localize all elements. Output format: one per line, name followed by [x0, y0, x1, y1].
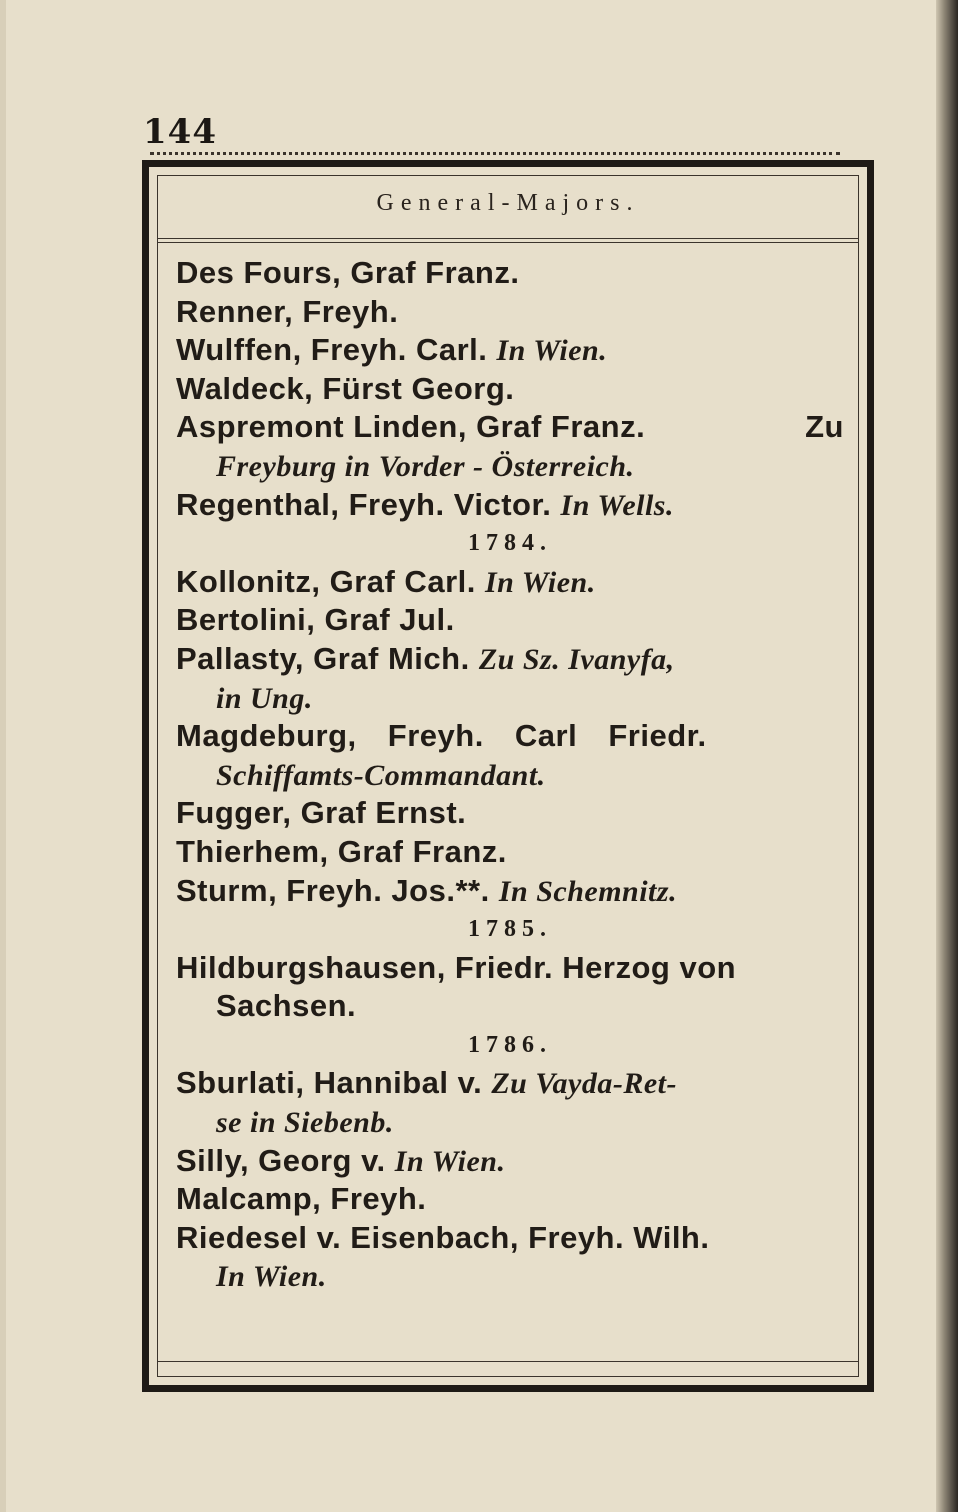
entry-note: In Wien.	[484, 565, 596, 599]
entry-line: Sturm, Freyh. Jos.**. In Schemnitz.	[176, 872, 678, 908]
entry-line: Regenthal, Freyh. Victor. In Wells.	[176, 486, 674, 522]
entry-line: Des Fours, Graf Franz.	[176, 255, 520, 290]
entry-line: Waldeck, Fürst Georg.	[176, 370, 515, 406]
year-heading: 1784.	[468, 530, 552, 557]
entry-line: Silly, Georg v. In Wien.	[176, 1142, 506, 1178]
bottom-rule	[158, 1361, 858, 1362]
entry-line: Bertolini, Graf Jul.	[176, 602, 455, 638]
entry-line: Wulffen, Freyh. Carl. In Wien.	[176, 332, 608, 368]
entry-note: In Wien.	[496, 334, 608, 368]
entry-note: In Schemnitz.	[498, 874, 678, 908]
entry-line: Magdeburg, Freyh. Carl Friedr.	[176, 718, 707, 754]
entry-continuation: In Wien.	[216, 1260, 327, 1294]
top-rule	[150, 152, 840, 155]
header-rule	[158, 242, 858, 243]
page-frame	[142, 160, 874, 1392]
entry-continuation: in Ung.	[216, 681, 313, 715]
entry-line: Aspremont Linden, Graf Franz. Zu	[176, 409, 844, 445]
entry-line: Kollonitz, Graf Carl. In Wien.	[176, 563, 596, 599]
entry-line: Thierhem, Graf Franz.	[176, 833, 507, 869]
frame-inner	[157, 175, 859, 1377]
page-edge-right	[936, 0, 958, 1512]
year-heading: 1786.	[468, 1031, 552, 1058]
page-number: 144	[143, 112, 217, 152]
entry-continuation: Freyburg in Vorder - Österreich.	[216, 449, 635, 483]
entry-note: In Wien.	[394, 1144, 506, 1178]
entry-continuation: Schiffamts-Commandant.	[216, 758, 546, 792]
entry-note: Zu Vayda-Ret-	[491, 1067, 677, 1101]
entry-line: Malcamp, Freyh.	[176, 1181, 427, 1217]
entry-continuation: Sachsen.	[216, 988, 357, 1024]
entry-line: Pallasty, Graf Mich. Zu Sz. Ivanyfa,	[176, 640, 675, 676]
entry-line: Sburlati, Hannibal v. Zu Vayda-Ret-	[176, 1065, 677, 1101]
section-header	[158, 176, 858, 239]
entry-note: In Wells.	[560, 488, 674, 522]
entry-line: Riedesel v. Eisenbach, Freyh. Wilh.	[176, 1219, 710, 1255]
entry-line: Renner, Freyh.	[176, 293, 399, 329]
entry-continuation: se in Siebenb.	[216, 1106, 394, 1140]
page-edge-left	[0, 0, 6, 1512]
section-title: General-Majors.	[376, 190, 640, 216]
entry-line: Fugger, Graf Ernst.	[176, 795, 467, 831]
year-heading: 1785.	[468, 916, 552, 943]
entry-line: Hildburgshausen, Friedr. Herzog von	[176, 949, 737, 985]
entry-list	[176, 254, 844, 1296]
entry-note: Zu Sz. Ivanyfa,	[478, 642, 675, 676]
